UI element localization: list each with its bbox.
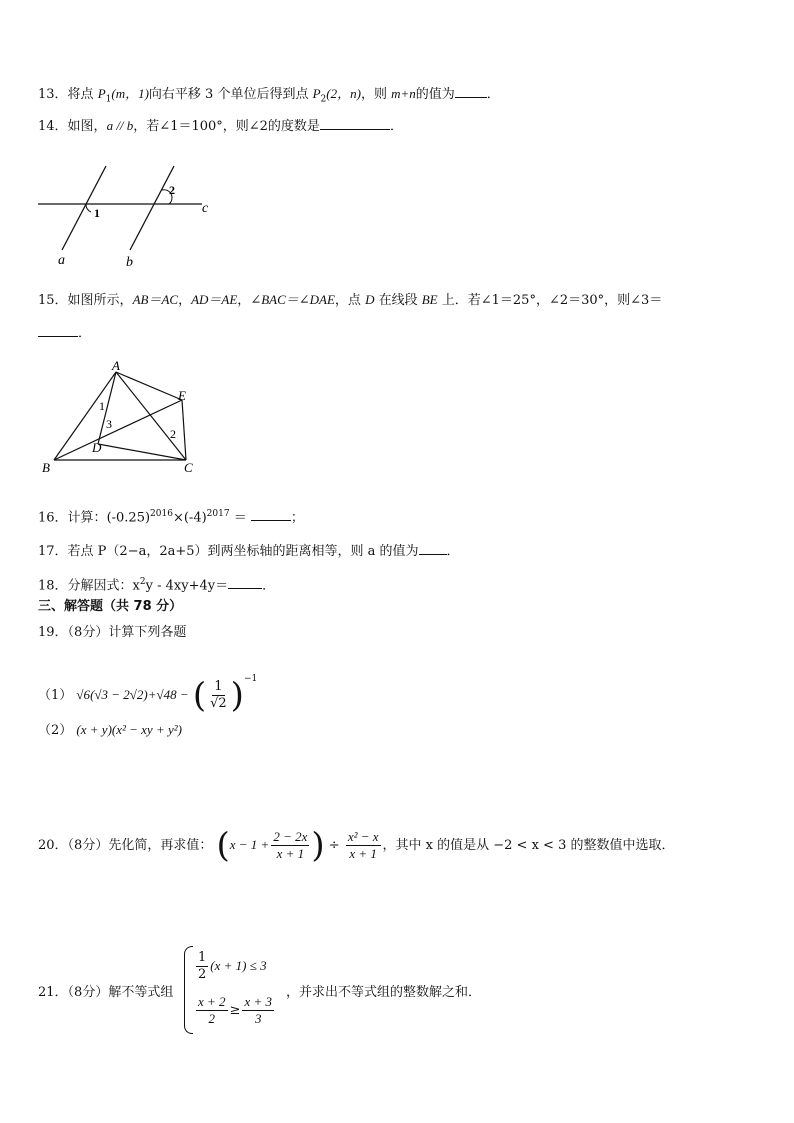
answer-blank[interactable] xyxy=(455,84,487,98)
q17-number: 17． xyxy=(38,544,68,559)
answer-blank[interactable] xyxy=(228,575,262,589)
section-heading: 三、解答题（共 78 分） xyxy=(38,599,183,614)
question-15-blank-line: ． xyxy=(38,323,91,343)
angle-3-label: 3 xyxy=(106,417,112,431)
fraction: $\frac{1}{√2}$ xyxy=(210,679,227,711)
line-c-label: c xyxy=(202,201,209,216)
point-C-label: C xyxy=(184,460,193,475)
q20-number: 20． xyxy=(38,838,68,853)
inequality-2: $\frac{x + 2}{2}$ ≥ $\frac{x + 3}{3}$ xyxy=(198,994,272,1026)
angle-2-label: 2 xyxy=(170,427,176,441)
question-18: 18．分解因式：$x^2y - 4xy+4y=$ ． xyxy=(38,577,276,594)
fraction: $\frac{1}{2}$ xyxy=(198,950,207,982)
question-15: 15．如图所示，AB＝AC，AD＝AE，∠BAC＝∠DAE，点 D 在线段 BE 上．若∠1＝25°，∠2＝30°，则∠3＝ xyxy=(38,292,663,308)
angle-1-label: 1 xyxy=(94,206,100,220)
question-16: 16．计算：$(-0.25)^{2016}\times(-4)^{2017}$ ＝ ； xyxy=(38,509,304,526)
angle-2-label: 2 xyxy=(169,183,175,197)
q13-number: 13． xyxy=(38,87,68,102)
q14-number: 14． xyxy=(38,119,68,134)
fraction: $\frac{\text{x² − x}}{x + 1}$ xyxy=(347,829,379,861)
system-brace xyxy=(184,946,193,1034)
point-A-label: A xyxy=(112,358,120,373)
question-21-tail: ，并求出不等式组的整数解之和． xyxy=(286,985,482,1000)
point-D-label: D xyxy=(92,440,102,455)
line-b-label: b xyxy=(126,255,133,270)
angle-1-label: 1 xyxy=(99,399,105,413)
question-13: 13．将点 $P_1(m$，1)向右平移 3 个单位后得到点 $P_2(2$，n)，则 m+n的值为 ． xyxy=(38,86,500,105)
q15-number: 15． xyxy=(38,293,68,308)
q18-number: 18． xyxy=(38,578,68,594)
parallel-lines-figure xyxy=(34,154,224,274)
question-20: 20．（8分）先化简，再求值： (x − 1 + $\frac{2 - 2x}{x + 1}$ ) ÷ $\frac{\text{x² − x}}{x + 1}$ ，其中 x 的值是从 −2 < x < 3 的整数值中选取． xyxy=(38,825,675,866)
question-19: 19．（8分）计算下列各题 xyxy=(38,625,187,640)
question-19-part-2: （2） (x + y)(x² − xy + y²) xyxy=(38,722,182,738)
question-19-part-1: （1） √6(√3 − 2√2)+√48 − ( $\frac{1}{√2}$ )$^{-1}$ xyxy=(38,674,258,716)
line-a-label: a xyxy=(58,253,65,268)
q21-number: 21． xyxy=(38,985,68,1000)
point-B-label: B xyxy=(42,460,50,475)
question-14: 14．如图，a // b，若∠1＝100°，则∠2的度数是 ． xyxy=(38,118,403,134)
answer-blank[interactable] xyxy=(419,541,447,555)
fraction: $\frac{x + 2}{2}$ xyxy=(198,994,226,1026)
fraction: $\frac{x + 3}{3}$ xyxy=(244,994,272,1026)
inequality-1: $\frac{1}{2}$ (x + 1) ≤ 3 xyxy=(198,950,267,982)
answer-blank[interactable] xyxy=(251,507,291,521)
point-E-label: E xyxy=(178,388,186,403)
question-21: 21．（8分）解不等式组 xyxy=(38,985,174,1000)
answer-blank[interactable] xyxy=(38,323,78,337)
question-17: 17．若点 P（2−a，2a+5）到两坐标轴的距离相等，则 a 的值为 ． xyxy=(38,541,460,561)
triangle-figure xyxy=(40,360,210,480)
q19-number: 19． xyxy=(38,625,68,640)
fraction: $\frac{2 - 2x}{x + 1}$ xyxy=(273,829,308,861)
answer-blank[interactable] xyxy=(320,116,390,130)
q16-number: 16． xyxy=(38,510,68,526)
